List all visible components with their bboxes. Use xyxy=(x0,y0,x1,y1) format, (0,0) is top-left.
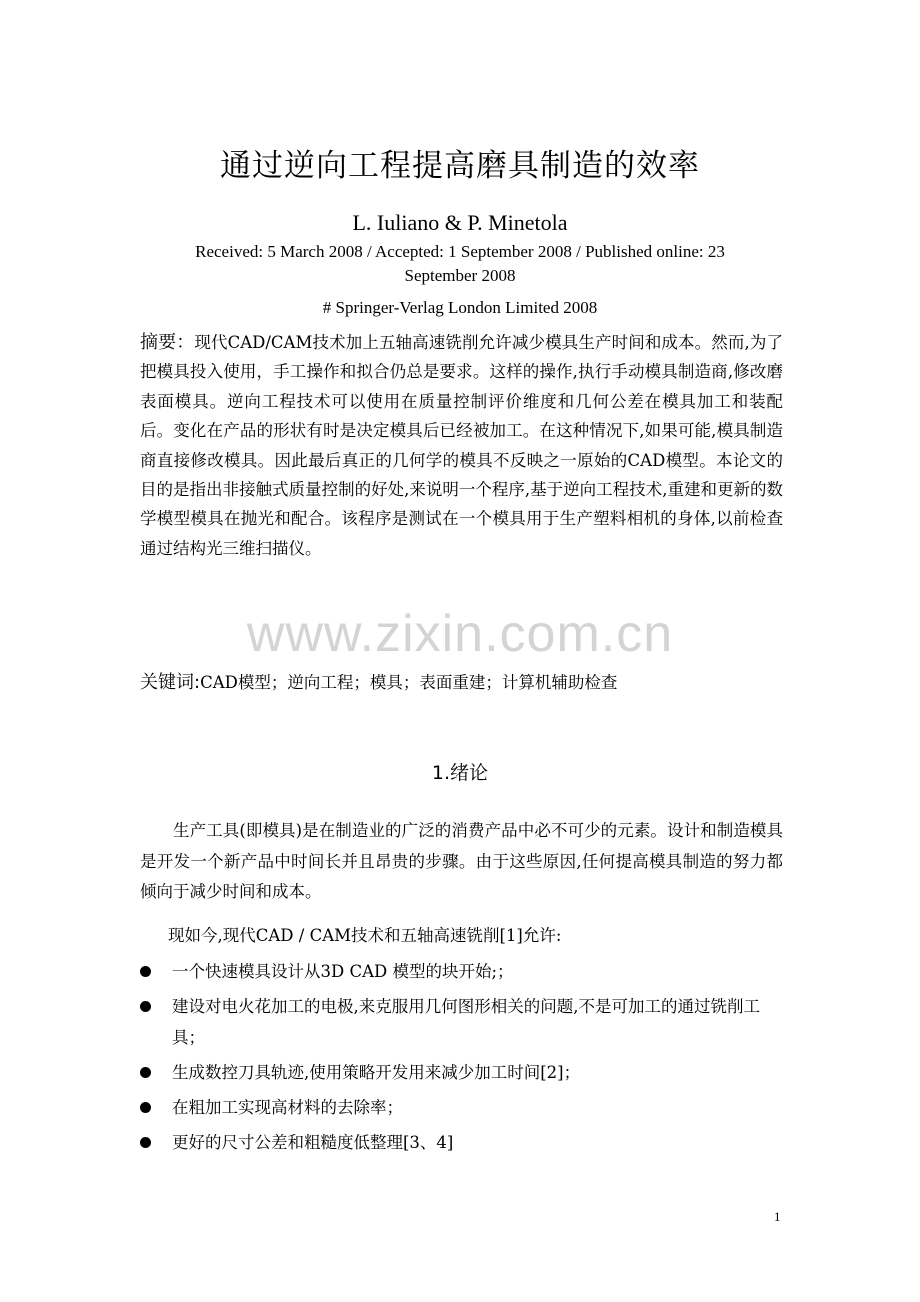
list-item-text: 生成数控刀具轨迹,使用策略开发用来减少加工时间[2]； xyxy=(172,1063,581,1082)
received-dates: Received: 5 March 2008 / Accepted: 1 September 2008 / Published online: 23 September 2008 xyxy=(195,242,725,285)
intro-list-lead: 现如今,现代CAD / CAM技术和五轴高速铣削[1]允许: xyxy=(168,926,562,945)
abstract-text: 现代CAD/CAM技术加上五轴高速铣削允许减少模具生产时间和成本。然而,为了把模具投入使用，手工操作和拟合仍总是要求。这样的操作,执行手动模具制造商,修改磨表面模具。逆向工程技术可以使用在质量控制评价维度和几何公差在模具加工和装配后。变化在产品的形状有时是决定模具后已经被加工。在这种情况下,如果可能,模具制造商直接修改模具。因此最后真正的几何学的模具不反映之一原始的CAD模型。本论文的目的是指出非接触式质量控制的好处,来说明一个程序,基于逆向工程技术,重建和更新的数学模型模具在抛光和配合。该程序是测试在一个模具用于生产塑料相机的身体,以前检查通过结构光三维扫描仪。 xyxy=(140,333,784,558)
abstract-label: 摘要： xyxy=(140,332,195,353)
keywords xyxy=(140,668,783,697)
list-item xyxy=(140,1127,783,1158)
list-item xyxy=(140,1092,783,1123)
list-item-text: 一个快速模具设计从3D CAD 模型的块开始;； xyxy=(172,962,514,981)
bullet-list xyxy=(140,956,783,1162)
list-item xyxy=(140,956,783,987)
keywords-text: CAD模型；逆向工程；模具；表面重建；计算机辅助检查 xyxy=(200,673,618,692)
bullet-icon xyxy=(140,1137,151,1148)
intro-paragraph: 生产工具(即模具)是在制造业的广泛的消费产品中必不可少的元素。设计和制造模具是开发一个新产品中时间长并且昂贵的步骤。由于这些原因,任何提高模具制造的努力都倾向于减少时间和成本。 xyxy=(140,821,783,901)
page-number: 1 xyxy=(774,1209,781,1224)
bullet-icon xyxy=(140,1067,151,1078)
paper-title: 通过逆向工程提高磨具制造的效率 xyxy=(220,148,700,184)
abstract xyxy=(140,328,783,563)
watermark: www.zixin.com.cn xyxy=(246,605,674,663)
keywords-label: 关键词: xyxy=(140,672,201,693)
list-item-text: 建设对电火花加工的电极,来克服用几何图形相关的问题,不是可加工的通过铣削工具； xyxy=(172,997,760,1047)
bullet-icon xyxy=(140,1001,151,1012)
list-item-text: 更好的尺寸公差和粗糙度低整理[3、4] xyxy=(172,1133,454,1152)
bullet-icon xyxy=(140,966,151,977)
list-item xyxy=(140,991,783,1053)
copyright-line: # Springer-Verlag London Limited 2008 xyxy=(322,298,598,317)
list-item-text: 在粗加工实现高材料的去除率； xyxy=(172,1098,403,1117)
list-item xyxy=(140,1057,783,1088)
authors: L. Iuliano & P. Minetola xyxy=(352,210,568,235)
section-heading: 1.绪论 xyxy=(431,762,489,784)
bullet-icon xyxy=(140,1102,151,1113)
